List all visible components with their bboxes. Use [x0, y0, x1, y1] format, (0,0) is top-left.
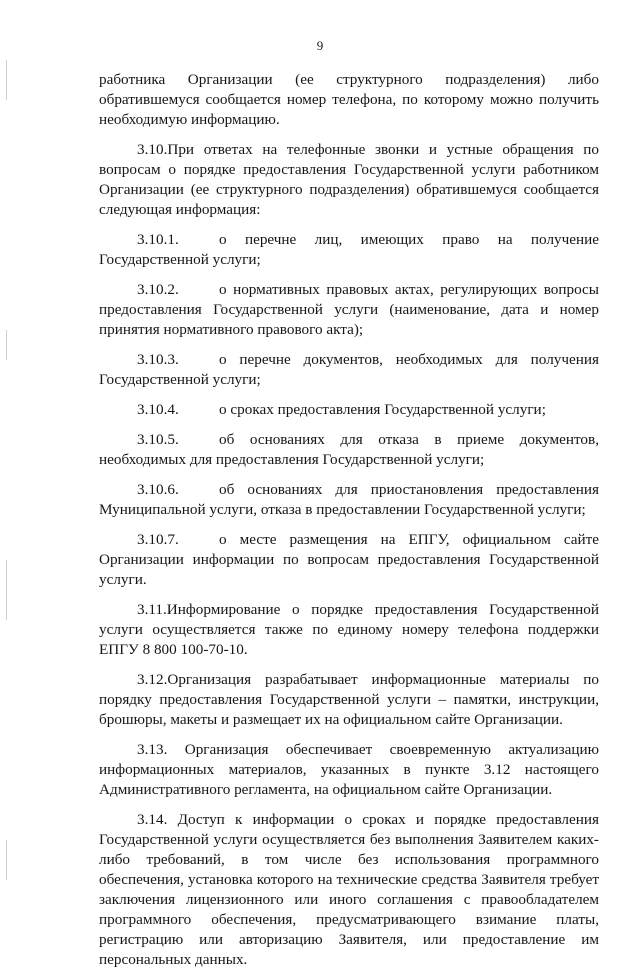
paragraph-3-14: 3.14. Доступ к информации о сроках и порядке предоставления Государственной услуги осуществляется без выполнения Заявителем каких-либо требований, в том числе без использования программного обеспечения, установка которого на технические средства Заявителя требует заключения лицензионного или иного соглашения с правообладателем программного обеспечения, предусматривающего взимание платы, регистрацию или авторизацию Заявителя, или предоставление им персональных данных. [99, 811, 599, 968]
subitem-3-10-7 [99, 530, 599, 590]
subitem-number: 3.10.3. [137, 351, 179, 368]
subitem-3-10-2 [99, 280, 599, 340]
subitem-number: 3.10.6. [137, 481, 179, 498]
subitem-number: 3.10.1. [137, 231, 179, 248]
subitem-number: 3.10.5. [137, 431, 179, 448]
subitem-text: о нормативных правовых актах, регулирующих вопросы предоставления Государственной услуги (наименование, дата и номер принятия нормативного правового акта); [99, 281, 599, 338]
paragraph-continuation: работника Организации (ее структурного подразделения) либо обратившемуся сообщается номер телефона, по которому можно получить необходимую информацию. [99, 71, 599, 128]
paragraph-3-11: 3.11.Информирование о порядке предоставления Государственной услуги осуществляется также по единому номеру телефона поддержки ЕПГУ 8 800 100-70-10. [99, 601, 599, 658]
subitem-3-10-1 [99, 230, 599, 270]
subitem-text: об основаниях для приостановления предоставления Муниципальной услуги, отказа в предоставлении Государственной услуги; [99, 481, 599, 518]
subitem-3-10-5 [99, 430, 599, 470]
subitem-text: о сроках предоставления Государственной услуги; [219, 401, 546, 418]
subitem-number: 3.10.4. [137, 401, 179, 418]
subitem-list [99, 230, 599, 590]
paragraph-3-10: 3.10.При ответах на телефонные звонки и устные обращения по вопросам о порядке предоставления Государственной услуги работником Организации (ее структурного подразделения) обратившемуся сообщается следующая информация: [99, 141, 599, 218]
scan-margin-marks [6, 0, 8, 905]
document-body [99, 70, 599, 970]
subitem-number: 3.10.2. [137, 281, 179, 298]
subitem-text: об основаниях для отказа в приеме документов, необходимых для предоставления Государственной услуги; [99, 431, 599, 468]
subitem-text: о месте размещения на ЕПГУ, официальном сайте Организации информации по вопросам предоставления Государственной услуги. [99, 531, 599, 588]
subitem-text: о перечне документов, необходимых для получения Государственной услуги; [99, 351, 599, 388]
subitem-text: о перечне лиц, имеющих право на получение Государственной услуги; [99, 231, 599, 268]
subitem-3-10-6 [99, 480, 599, 520]
paragraph-3-13: 3.13. Организация обеспечивает своевременную актуализацию информационных материалов, указанных в пункте 3.12 настоящего Административного регламента, на официальном сайте Организации. [99, 741, 599, 798]
subitem-3-10-4 [99, 400, 599, 420]
paragraph-3-12: 3.12.Организация разрабатывает информационные материалы по порядку предоставления Государственной услуги – памятки, инструкции, брошюры, макеты и размещает их на официальном сайте Организации. [99, 671, 599, 728]
subitem-3-10-3 [99, 350, 599, 390]
subitem-number: 3.10.7. [137, 531, 179, 548]
page-number: 9 [316, 38, 324, 53]
